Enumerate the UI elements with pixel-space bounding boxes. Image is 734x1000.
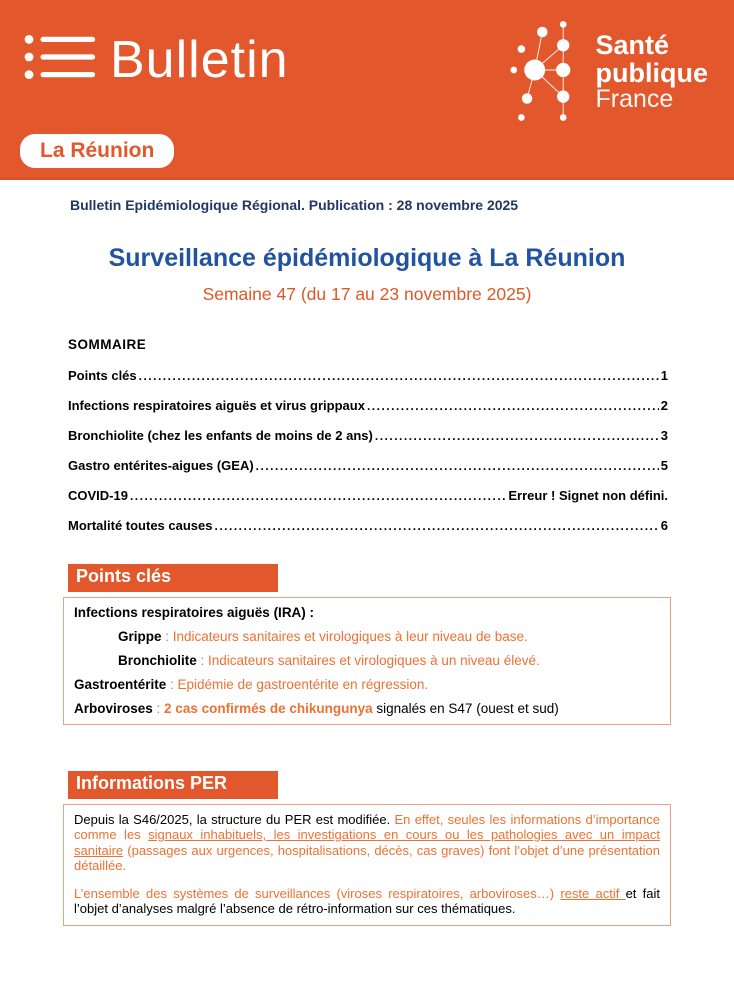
page-subtitle: Semaine 47 (du 17 au 23 novembre 2025) bbox=[202, 284, 532, 304]
arboviroses-rest: signalés en S47 (ouest et sud) bbox=[372, 700, 559, 716]
brand-title: Bulletin bbox=[110, 30, 289, 89]
toc-dot-leader bbox=[367, 398, 659, 414]
network-dots-icon bbox=[510, 14, 586, 131]
toc-label: COVID-19 bbox=[68, 488, 128, 503]
toc-item-covid-19[interactable] bbox=[68, 488, 668, 504]
bulletin-logo bbox=[22, 26, 289, 93]
toc-dot-leader bbox=[256, 458, 659, 474]
toc-item-mortalite[interactable] bbox=[68, 518, 668, 534]
toc-label: Bronchiolite (chez les enfants de moins de 2 ans) bbox=[68, 428, 373, 443]
toc-page-number: 2 bbox=[660, 398, 668, 413]
toc-page-number: 6 bbox=[660, 518, 668, 533]
bronchiolite-label: Bronchiolite bbox=[118, 652, 197, 668]
toc-dot-leader bbox=[375, 428, 659, 444]
section-heading-points-cles: Points clés bbox=[68, 564, 278, 592]
bronchiolite-status: : Indicateurs sanitaires et virologiques à un niveau élevé. bbox=[196, 652, 540, 668]
arboviroses-highlight: 2 cas confirmés de chikungunya bbox=[164, 700, 373, 716]
gastroenterite-row bbox=[74, 677, 660, 692]
toc-item-gastro-enterites[interactable] bbox=[68, 458, 668, 474]
region-badge: La Réunion bbox=[20, 134, 174, 168]
toc-label: Points clés bbox=[68, 368, 137, 383]
toc-label: Gastro entérites-aigues (GEA) bbox=[68, 458, 254, 473]
arboviroses-label: Arboviroses bbox=[74, 700, 153, 716]
page-title: Surveillance épidémiologique à La Réunion bbox=[108, 244, 626, 272]
org-name-line3: France bbox=[595, 85, 674, 114]
toc-item-infections-respiratoires[interactable] bbox=[68, 398, 668, 414]
points-cles-box bbox=[63, 597, 671, 725]
per-p1-intro: Depuis la S46/2025, la structure du PER est modifiée. bbox=[74, 811, 395, 827]
section-heading-informations-per: Informations PER bbox=[68, 771, 278, 799]
ira-heading: Infections respiratoires aiguës (IRA) : bbox=[74, 604, 315, 620]
grippe-status: : Indicateurs sanitaires et virologiques à leur niveau de base. bbox=[161, 628, 528, 644]
toc-item-points-cles[interactable] bbox=[68, 368, 668, 384]
toc-label: Mortalité toutes causes bbox=[68, 518, 213, 533]
per-paragraph-1 bbox=[74, 812, 660, 874]
toc-page-number: 5 bbox=[660, 458, 668, 473]
toc-page-number: 3 bbox=[660, 428, 668, 443]
grippe-row bbox=[74, 629, 660, 644]
toc-page-number: Erreur ! Signet non défini. bbox=[508, 488, 668, 503]
toc-page-number: 1 bbox=[660, 368, 668, 383]
arboviroses-row bbox=[74, 701, 660, 716]
per-p2-orange: L’ensemble des systèmes de surveillances (viroses respiratoires, arboviroses…) bbox=[74, 885, 561, 901]
org-name-line2: publique bbox=[595, 57, 708, 88]
header-band bbox=[0, 0, 734, 180]
org-name-line1: Santé bbox=[595, 30, 670, 61]
arboviroses-colon: : bbox=[152, 700, 165, 716]
toc-dot-leader bbox=[139, 368, 659, 384]
publication-line: Bulletin Epidémiologique Régional. Publication : 28 novembre 2025 bbox=[70, 197, 519, 213]
per-p2-underlined: reste actif bbox=[560, 885, 626, 901]
sante-publique-france-logo bbox=[510, 14, 708, 131]
per-p1-orange-b: (passages aux urgences, hospitalisations, décès, cas graves) font l’objet d’une présentation détaillée. bbox=[74, 842, 660, 874]
grippe-label: Grippe bbox=[118, 628, 162, 644]
toc-dot-leader bbox=[130, 488, 506, 504]
toc-dot-leader bbox=[215, 518, 659, 534]
gastroenterite-label: Gastroentérite bbox=[74, 676, 167, 692]
gastroenterite-status: : Epidémie de gastroentérite en régression. bbox=[166, 676, 429, 692]
list-icon bbox=[22, 26, 96, 93]
informations-per-box bbox=[63, 804, 671, 926]
toc-label: Infections respiratoires aiguës et virus grippaux bbox=[68, 398, 365, 413]
per-p2-black: et fait l’objet d’analyses malgré l’absence de rétro-information sur ces thématiques. bbox=[74, 885, 661, 917]
table-of-contents bbox=[68, 337, 668, 534]
bronchiolite-row bbox=[74, 653, 660, 668]
toc-item-bronchiolite[interactable] bbox=[68, 428, 668, 444]
per-p1-orange-a: En effet, seules les informations d’importance comme les bbox=[74, 811, 660, 843]
toc-heading: SOMMAIRE bbox=[68, 337, 147, 352]
per-paragraph-2 bbox=[74, 886, 660, 917]
per-p1-underlined: signaux inhabituels, les investigations en cours ou les pathologies avec un impact sanitaire bbox=[74, 827, 660, 858]
toc-rows bbox=[68, 368, 668, 534]
org-name bbox=[596, 32, 708, 113]
